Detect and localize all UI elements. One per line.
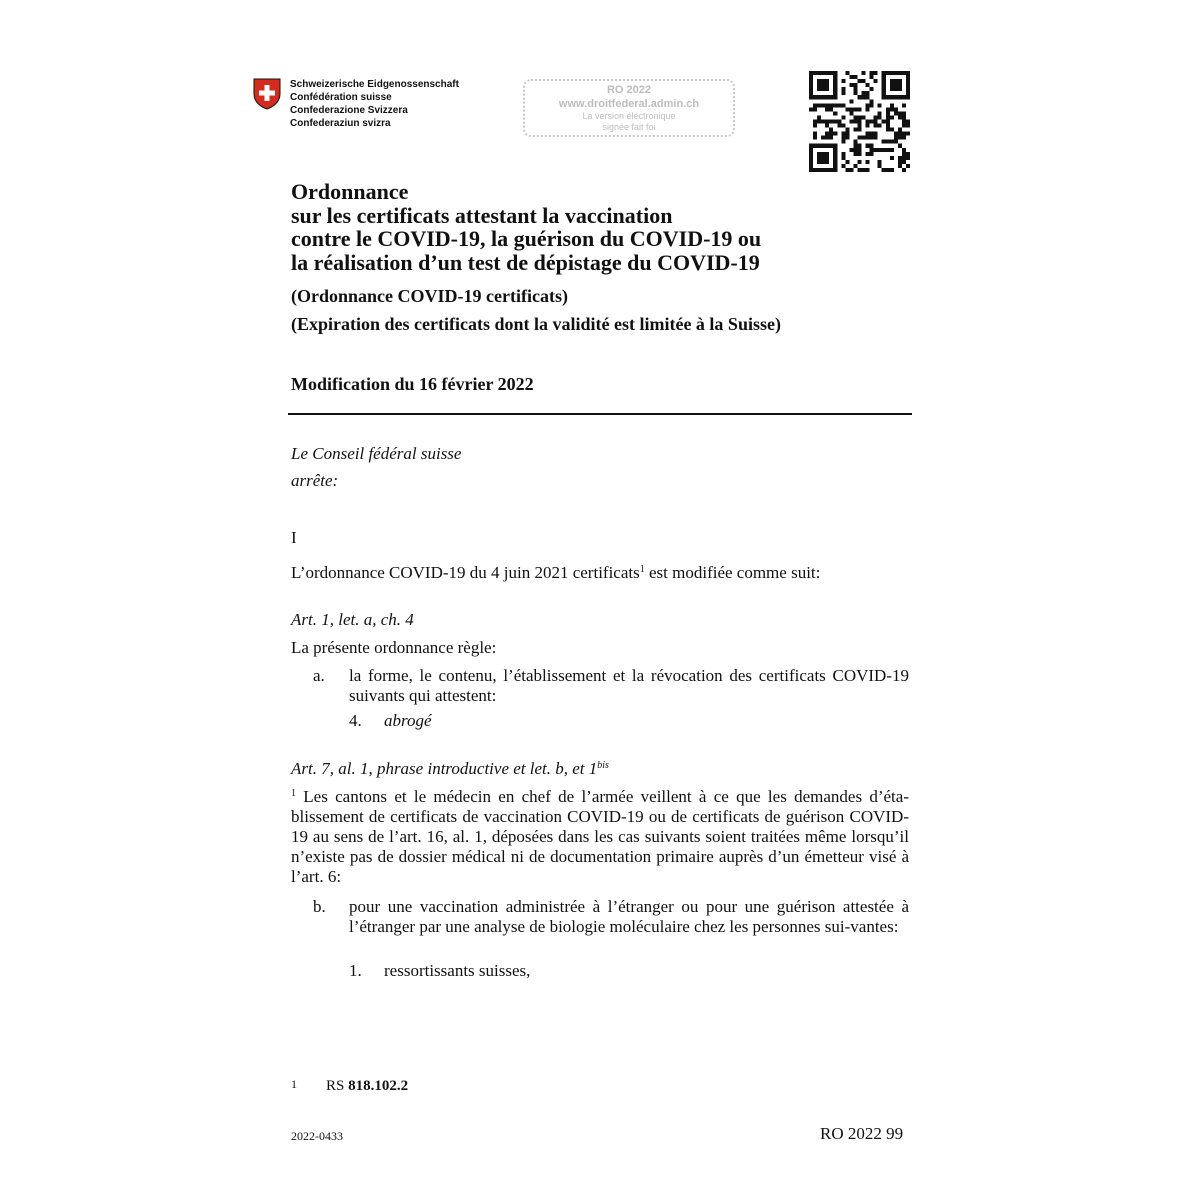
stamp-url: www.droitfederal.admin.ch — [558, 98, 700, 110]
confederation-name-fr: Confédération suisse — [290, 92, 392, 103]
confederation-name-de: Schweizerische Eidgenossenschaft — [290, 79, 459, 90]
item-label: a. — [313, 666, 325, 685]
article-heading-text: Art. 7, al. 1, phrase introductive et let. b, et 1 — [291, 759, 598, 778]
footnote-number: 1 — [291, 1077, 297, 1091]
footnote-reference: 818.102.2 — [348, 1078, 409, 1094]
intro-text-end: est modifiée comme suit: — [644, 563, 821, 582]
item-text: pour une vaccination administrée à l’étranger ou pour une guérison attestée à l’étranger par une analyse de biologie moléculaire chez les personnes sui-vantes: — [349, 897, 909, 936]
confederation-names — [290, 78, 459, 130]
section-intro — [291, 563, 820, 583]
footnote-ref: 1 — [639, 564, 645, 575]
stamp-ro: RO 2022 — [606, 84, 652, 96]
article-heading-sup: bis — [597, 760, 609, 771]
paragraph-number: 1 — [291, 788, 296, 799]
short-title: (Ordonnance COVID-19 certificats) — [291, 286, 568, 306]
stamp-note-2: signée fait foi — [602, 122, 656, 132]
sub-item-label: 1. — [349, 961, 362, 980]
title-line: contre le COVID-19, la guérison du COVID-19 ou — [291, 226, 762, 251]
sub-item-text: abrogé — [384, 711, 432, 730]
qr-code-icon — [809, 71, 910, 172]
item-label: b. — [313, 897, 326, 916]
footnote-text — [326, 1078, 408, 1095]
paragraph-text: Les cantons et le médecin en chef de l’armée veillent à ce que les demandes d’éta-blissement de certificats de vaccination COVID-19 ou de certificats de guérison COVID-19 au sens de l’art. 16, al. 1, déposées dans les cas suivants soient traitées même lorsqu’il n’existe pas de dossier médical ni de documentation primaire auprès d’un émetteur visé à l’art. 6: — [291, 787, 909, 886]
subtitle: (Expiration des certificats dont la validité est limitée à la Suisse) — [291, 314, 781, 334]
page-title — [291, 180, 761, 274]
article-paragraph — [291, 787, 909, 887]
electronic-signature-stamp — [523, 79, 735, 137]
article-heading: Art. 1, let. a, ch. 4 — [291, 610, 414, 629]
issuer: Le Conseil fédéral suisse — [291, 444, 462, 463]
sub-item-text: ressortissants suisses, — [384, 961, 531, 980]
confederation-name-rm: Confederaziun svizra — [290, 118, 391, 129]
title-line: Ordonnance — [291, 179, 409, 204]
decree: arrête: — [291, 471, 339, 490]
footnote-prefix: RS — [326, 1078, 349, 1094]
confederation-name-it: Confederazione Svizzera — [290, 105, 408, 116]
title-divider — [288, 413, 912, 415]
section-number: I — [291, 528, 297, 547]
title-line: sur les certificats attestant la vaccination — [291, 202, 673, 228]
sub-item-label: 4. — [349, 711, 362, 730]
article-heading — [291, 759, 609, 779]
stamp-note-1: La version électronique — [582, 111, 676, 121]
title-line: la réalisation d’un test de dépistage du COVID-19 — [291, 249, 760, 275]
ro-reference: RO 2022 99 — [820, 1124, 904, 1143]
article-lead: La présente ordonnance règle: — [291, 638, 497, 657]
swiss-cross-icon — [253, 78, 281, 110]
item-text: la forme, le contenu, l’établissement et la révocation des certificats COVID-19 suivants qui attestent: — [349, 666, 909, 705]
intro-text: L’ordonnance COVID-19 du 4 juin 2021 certificats — [291, 563, 640, 582]
document-id: 2022-0433 — [291, 1129, 343, 1143]
modification-date: Modification du 16 février 2022 — [291, 374, 534, 394]
